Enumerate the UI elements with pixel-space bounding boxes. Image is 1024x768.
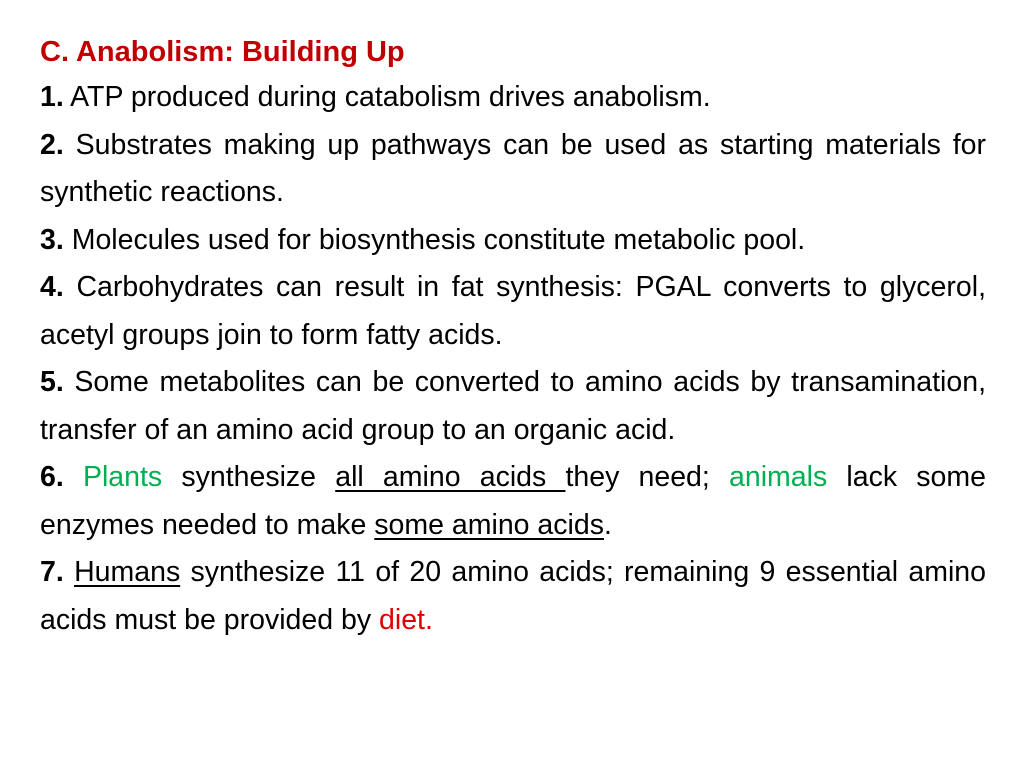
list-item-3 [40, 217, 986, 265]
item-text: . [603, 508, 612, 541]
list-item-7 [40, 549, 986, 644]
item-number: 7. [40, 556, 64, 588]
item-text: Some metabolites can be converted to amino acids by transamination, transfer of an amino acid group to an organic acid. [40, 366, 986, 446]
item-text: synthesize [181, 461, 317, 493]
list-item-6 [40, 454, 986, 549]
list-item-2 [40, 122, 986, 217]
underlined-all-amino-acids: all amino acids [335, 461, 566, 493]
list-item-4 [40, 264, 986, 359]
item-number: 6. [40, 461, 64, 493]
item-number: 2. [40, 128, 64, 161]
animals-highlight: animals [729, 461, 828, 493]
item-number: 4. [40, 271, 64, 303]
slide-title: C. Anabolism: Building Up [40, 36, 405, 68]
item-number: 5. [40, 366, 64, 398]
item-text: Carbohydrates can result in fat synthesis: PGAL converts to glycerol, acetyl groups join to form fatty acids. [40, 271, 987, 351]
item-number: 3. [40, 223, 64, 256]
item-text: lack some enzymes needed to make [40, 461, 986, 541]
list-item-1 [40, 74, 986, 122]
item-text: they need; [565, 461, 710, 493]
list-item-5 [40, 359, 986, 454]
underlined-humans: Humans [74, 556, 181, 588]
item-text: Molecules used for biosynthesis constitute metabolic pool. [71, 223, 806, 256]
item-text: synthesize 11 of 20 amino acids; remaining 9 essential amino acids must be provided by [40, 556, 986, 636]
plants-highlight: Plants [82, 461, 163, 493]
diet-highlight: diet. [379, 603, 433, 636]
underlined-some-amino-acids: some amino acids [374, 508, 604, 541]
item-number: 1. [40, 81, 64, 113]
item-text: ATP produced during catabolism drives anabolism. [70, 81, 711, 113]
item-text: Substrates making up pathways can be used as starting materials for synthetic reactions. [40, 128, 986, 208]
